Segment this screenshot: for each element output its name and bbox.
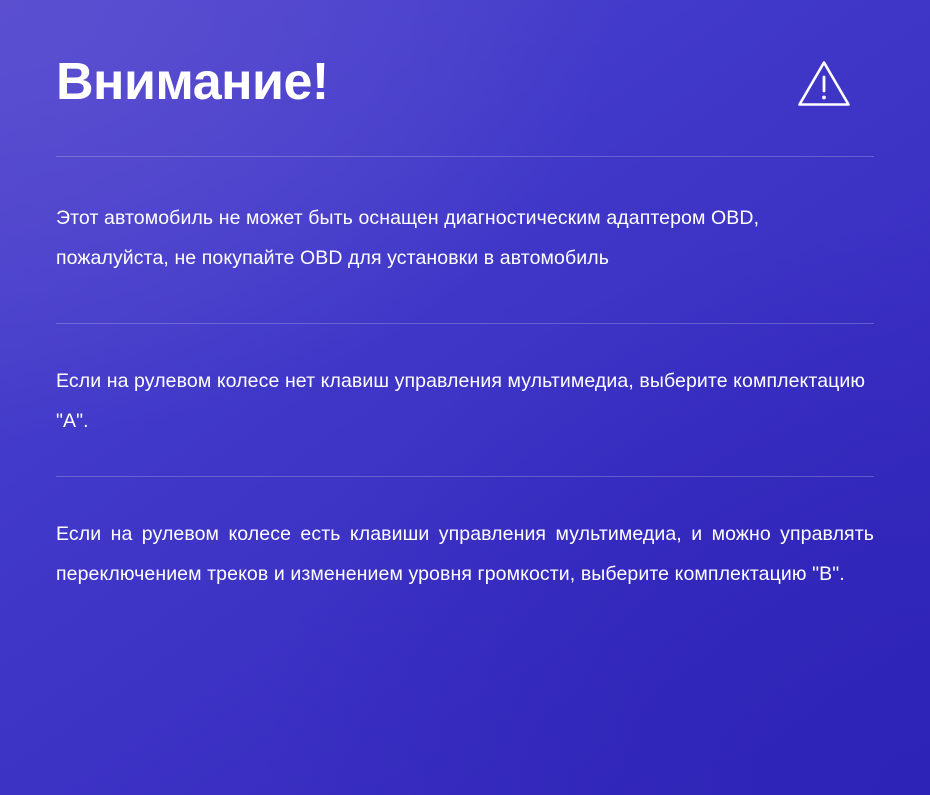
section-variant-a <box>56 324 874 476</box>
notice-header <box>56 0 874 112</box>
section-obd-notice-text: Этот автомобиль не может быть оснащен диагностическим адаптером OBD, пожалуйста, не покупайте OBD для установки в автомобиль <box>56 207 760 269</box>
section-variant-a-text: Если на рулевом колесе нет клавиш управления мультимедиа, выберите комплектацию "А". <box>56 369 866 432</box>
section-obd-notice <box>56 157 874 323</box>
header-spacer <box>56 112 874 156</box>
section-variant-b-text: Если на рулевом колесе есть клавиши управления мультимедиа, и можно управлять переключением треков и изменением уровня громкости, выберите комплектацию "В". <box>56 522 874 585</box>
page-title: Внимание! <box>56 52 329 111</box>
section-variant-b <box>56 477 874 629</box>
warning-triangle-icon <box>796 56 852 112</box>
content-container <box>56 0 874 795</box>
